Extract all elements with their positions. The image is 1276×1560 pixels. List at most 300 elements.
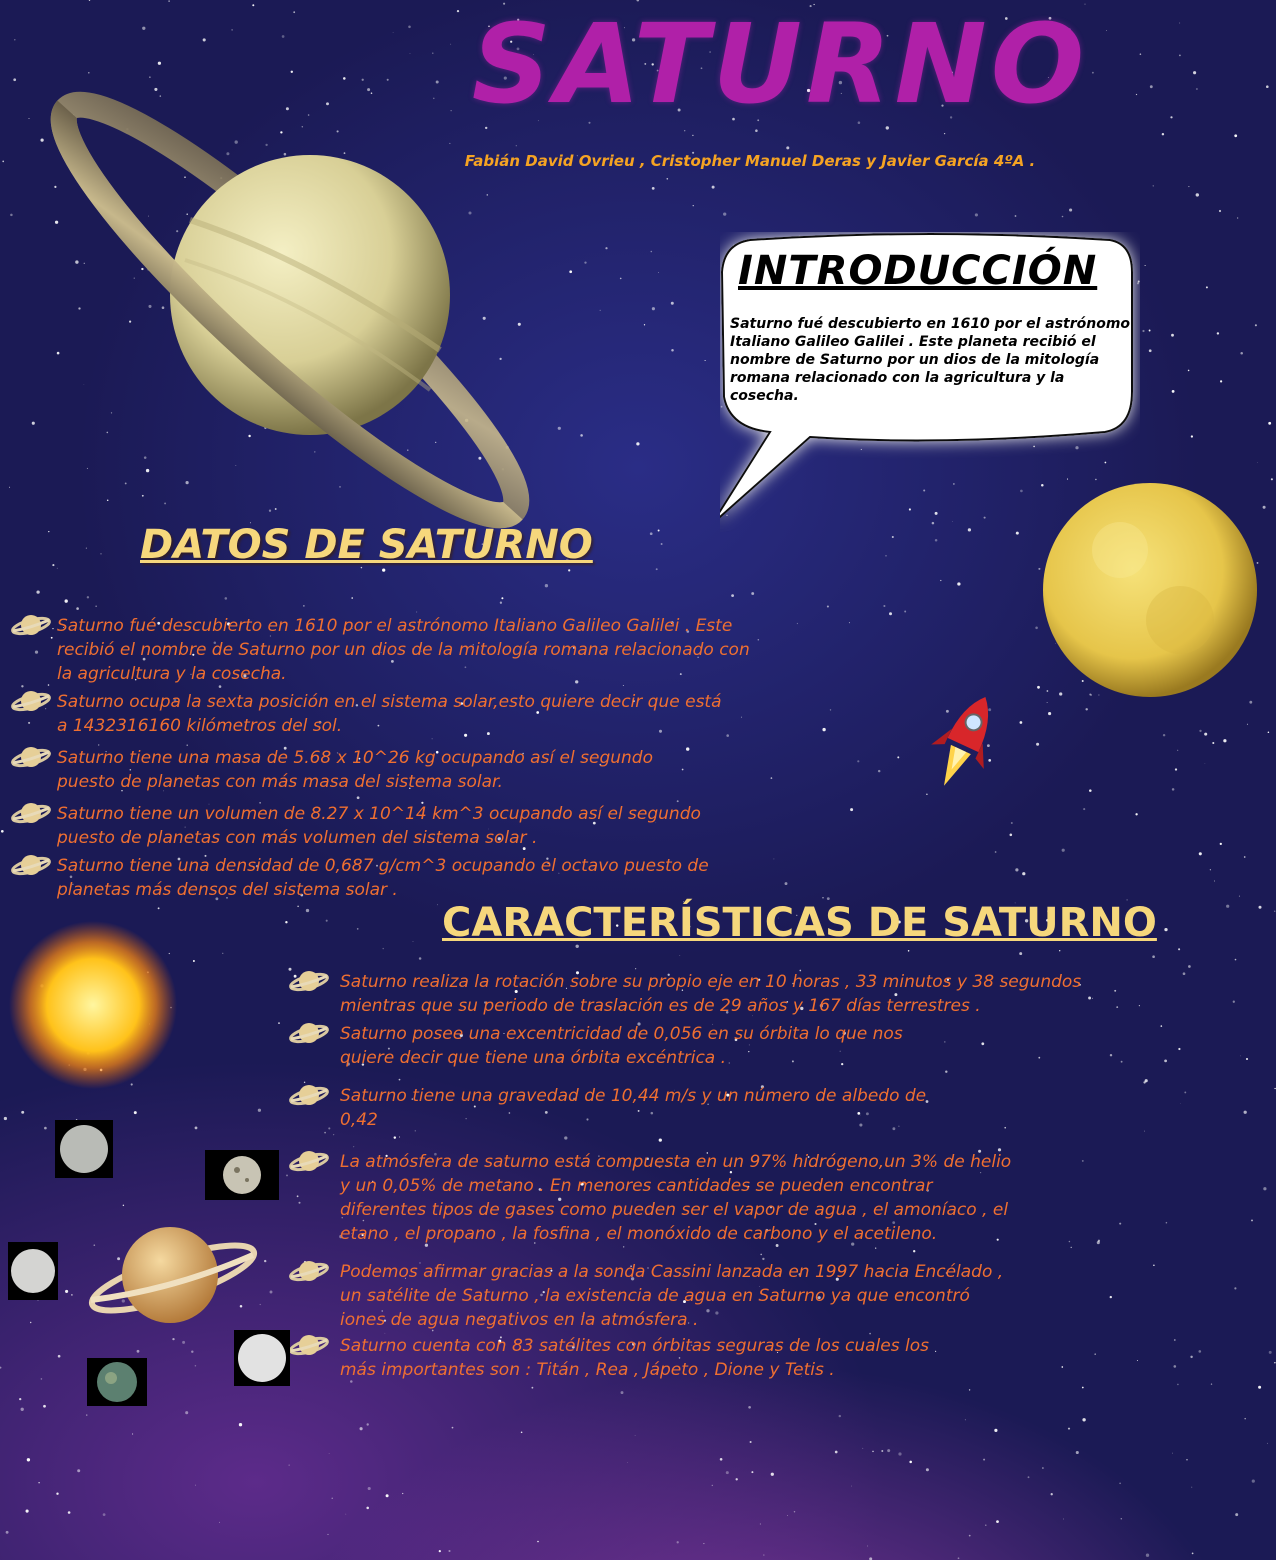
star <box>58 1355 61 1358</box>
star <box>195 1365 197 1367</box>
star <box>771 777 773 779</box>
bullet-line: a 1432316160 kilómetros del sol. <box>57 716 343 736</box>
star <box>1204 733 1207 736</box>
star <box>182 1341 185 1344</box>
star <box>1164 928 1167 931</box>
star <box>366 1507 369 1510</box>
star <box>1240 352 1243 355</box>
star <box>19 1398 21 1400</box>
star <box>1062 216 1064 218</box>
star <box>652 307 655 310</box>
bullet-line: y un 0,05% de metano . En menores cantidades se pueden encontrar <box>340 1176 933 1196</box>
star <box>1015 868 1018 871</box>
star <box>537 1541 539 1543</box>
star <box>231 29 232 30</box>
star <box>908 950 910 952</box>
star <box>4 1117 7 1120</box>
star <box>1268 731 1270 733</box>
star <box>723 212 726 215</box>
star <box>297 906 298 907</box>
star <box>1199 730 1201 732</box>
star <box>659 1138 662 1141</box>
star <box>386 1494 389 1497</box>
bullet-line: un satélite de Saturno , la existencia de agua en Saturno ya que encontró <box>340 1286 970 1306</box>
star <box>658 272 659 273</box>
intro-line: nombre de Saturno por un dios de la mitología <box>730 352 1100 368</box>
star <box>1150 85 1153 88</box>
star <box>1082 1418 1085 1421</box>
bullet-line: Saturno cuenta con 83 satélites con órbitas seguras de los cuales los <box>340 1336 929 1356</box>
star <box>1142 330 1144 332</box>
star <box>326 920 328 922</box>
star <box>975 213 978 216</box>
star <box>222 953 223 954</box>
star <box>857 760 859 762</box>
star <box>333 1134 334 1135</box>
star <box>1028 1476 1030 1478</box>
star <box>671 349 674 352</box>
star <box>103 1513 106 1516</box>
star <box>1188 965 1191 968</box>
bullet-line: más importantes son : Titán , Rea , Jápeto , Dione y Tetis . <box>340 1360 835 1380</box>
star <box>1 830 4 833</box>
star <box>935 539 938 542</box>
star <box>1206 286 1208 288</box>
star <box>1274 910 1276 912</box>
star <box>885 555 887 557</box>
star <box>1234 134 1237 137</box>
star <box>239 1423 242 1426</box>
intro-text <box>730 315 1135 405</box>
bullet-line: Saturno tiene una gravedad de 10,44 m/s y un número de albedo de <box>340 1086 927 1106</box>
star <box>1076 1451 1079 1454</box>
star <box>1193 71 1196 74</box>
star <box>387 79 389 81</box>
star <box>195 1485 196 1486</box>
saturn-bullet-icon <box>10 798 52 832</box>
star <box>1069 208 1072 211</box>
star <box>1190 1356 1192 1358</box>
star <box>1223 739 1226 742</box>
star <box>1051 1493 1053 1495</box>
bullet-line: planetas más densos del sistema solar . <box>57 880 398 900</box>
saturn-bullet-icon <box>288 1330 330 1364</box>
star <box>1219 210 1221 212</box>
star <box>1247 724 1248 725</box>
star <box>564 1136 567 1139</box>
star <box>1210 869 1211 870</box>
star <box>1211 1383 1212 1384</box>
star <box>892 536 894 538</box>
bullet-line: Saturno tiene una masa de 5.68 x 10^26 kg ocupando así el segundo <box>57 748 653 768</box>
star <box>731 594 734 597</box>
star <box>940 580 941 581</box>
star <box>1175 768 1177 770</box>
star <box>661 543 663 545</box>
star <box>1114 990 1116 992</box>
star <box>134 1111 137 1114</box>
star <box>771 1473 774 1476</box>
star <box>306 909 309 912</box>
star <box>887 1449 890 1452</box>
star <box>71 1294 73 1296</box>
star <box>945 1070 947 1072</box>
bullet-item <box>340 1022 903 1070</box>
star <box>1166 1222 1168 1224</box>
bullet-line: mientras que su periodo de traslación es de 29 años y 167 días terrestres . <box>340 996 981 1016</box>
star <box>822 897 823 898</box>
star <box>132 1433 133 1434</box>
saturn-bullet-icon <box>10 610 52 644</box>
star <box>1121 1061 1123 1063</box>
star <box>65 1290 68 1293</box>
star <box>1116 1006 1118 1008</box>
star <box>712 1485 713 1486</box>
star <box>1119 1223 1121 1225</box>
intro-line: romana relacionado con la agricultura y la cosecha. <box>730 370 1065 404</box>
moon-image <box>55 1120 113 1178</box>
star <box>362 79 364 81</box>
sun-image <box>8 920 178 1090</box>
bullet-line: Podemos afirmar gracias a la sonda Cassini lanzada en 1997 hacia Encélado , <box>340 1262 1004 1282</box>
star <box>1022 872 1025 875</box>
star <box>983 1459 985 1461</box>
star <box>1153 1264 1155 1266</box>
star <box>57 568 58 569</box>
bullet-line: Saturno posee una excentricidad de 0,056 en su órbita lo que nos <box>340 1024 903 1044</box>
star <box>6 1531 9 1534</box>
star <box>580 434 583 437</box>
star <box>10 214 13 217</box>
star <box>258 1109 261 1112</box>
star <box>1240 1056 1241 1057</box>
bullet-line: puesto de planetas con más volumen del sistema solar . <box>57 828 538 848</box>
star <box>1164 1060 1167 1063</box>
star <box>1083 808 1085 810</box>
datos-heading: DATOS DE SATURNO <box>140 522 593 568</box>
star <box>278 1022 280 1024</box>
star <box>1179 23 1180 24</box>
star <box>14 39 15 40</box>
star <box>1088 997 1091 1000</box>
star <box>1196 193 1199 196</box>
star <box>875 1248 876 1249</box>
star <box>957 582 960 585</box>
star <box>1171 334 1174 337</box>
star <box>44 1127 47 1130</box>
star <box>1252 1480 1255 1483</box>
bullet-item <box>340 1150 1011 1246</box>
star <box>851 1486 852 1487</box>
star <box>41 1378 43 1380</box>
star <box>644 324 645 325</box>
star <box>889 612 892 615</box>
star <box>898 1452 901 1455</box>
star <box>1237 217 1238 218</box>
star <box>410 53 411 54</box>
star <box>1173 1365 1176 1368</box>
star <box>1092 998 1093 999</box>
star <box>1071 1247 1072 1248</box>
star <box>666 178 668 180</box>
star <box>137 1350 140 1353</box>
star <box>225 597 228 600</box>
star <box>773 858 774 859</box>
star <box>909 1461 912 1464</box>
star <box>994 1429 997 1432</box>
star <box>965 1419 966 1420</box>
star <box>760 1523 761 1524</box>
star <box>297 1195 299 1197</box>
star <box>457 10 459 12</box>
bullet-item <box>57 802 701 850</box>
star <box>658 530 660 532</box>
star <box>830 709 831 710</box>
star <box>620 278 622 280</box>
star <box>969 1389 970 1390</box>
star <box>383 948 384 949</box>
star <box>357 796 360 799</box>
star <box>65 599 68 602</box>
bullet-line: recibió el nombre de Saturno por un dios de la mitología romana relacionado con <box>57 640 750 660</box>
star <box>26 1510 29 1513</box>
star <box>1163 734 1165 736</box>
star <box>1092 72 1094 74</box>
star <box>185 1411 188 1414</box>
star <box>703 1543 704 1544</box>
moon-image <box>8 1242 58 1300</box>
star <box>1015 215 1017 217</box>
star <box>1145 265 1146 266</box>
star <box>1177 1384 1179 1386</box>
star <box>1198 1350 1201 1353</box>
star <box>402 1493 403 1494</box>
star <box>1274 1362 1275 1363</box>
star <box>1162 133 1164 135</box>
star <box>353 1146 354 1147</box>
star <box>995 851 997 853</box>
star <box>351 597 353 599</box>
star <box>1246 1058 1248 1060</box>
star <box>627 1462 628 1463</box>
star <box>944 133 945 134</box>
bullet-line: iones de agua negativos en la atmósfera . <box>340 1310 699 1330</box>
star <box>1020 721 1023 724</box>
bullet-line: Saturno tiene un volumen de 8.27 x 10^14 km^3 ocupando así el segundo <box>57 804 701 824</box>
star <box>1172 1453 1173 1454</box>
star <box>1192 1553 1194 1555</box>
moon-image <box>234 1330 290 1386</box>
star <box>56 1492 58 1494</box>
star <box>1152 955 1155 958</box>
star <box>419 957 422 960</box>
star <box>726 1471 729 1474</box>
star <box>1174 1339 1176 1341</box>
star <box>751 1471 753 1473</box>
star <box>89 0 90 1</box>
star <box>1082 1160 1084 1162</box>
bullet-item <box>340 1084 926 1132</box>
star <box>303 605 304 606</box>
star <box>1220 380 1222 382</box>
star <box>785 882 788 885</box>
star <box>872 1451 874 1453</box>
star <box>1266 85 1269 88</box>
star <box>1214 881 1215 882</box>
star <box>382 568 385 571</box>
star <box>501 597 503 599</box>
star <box>0 1367 1 1369</box>
star <box>1068 1428 1070 1430</box>
star <box>252 4 254 6</box>
star <box>1119 1482 1121 1484</box>
star <box>21 1408 24 1411</box>
star <box>1186 1459 1187 1460</box>
star <box>1149 330 1151 332</box>
star <box>748 1406 751 1409</box>
star <box>1263 1187 1266 1190</box>
star <box>881 1450 883 1452</box>
star <box>36 590 39 593</box>
star <box>1139 1005 1140 1006</box>
star <box>328 1127 330 1129</box>
star <box>1094 1353 1096 1355</box>
star <box>755 129 758 132</box>
star <box>1212 742 1214 744</box>
star <box>48 531 49 532</box>
star <box>1180 1103 1181 1104</box>
star <box>1183 972 1186 975</box>
saturn-bullet-icon <box>288 1256 330 1290</box>
star <box>289 1465 290 1466</box>
star <box>43 1405 46 1408</box>
intro-heading: INTRODUCCIÓN <box>738 248 1098 294</box>
star <box>677 1541 679 1543</box>
star <box>1143 1081 1145 1083</box>
star <box>298 1202 300 1204</box>
star <box>1063 1519 1064 1520</box>
bullet-item <box>340 1334 929 1382</box>
star <box>203 38 206 41</box>
authors-line: Fabián David Ovrieu , Cristopher Manuel Deras y Javier García 4ºA . <box>464 152 1036 170</box>
star <box>760 1254 762 1256</box>
star <box>904 611 906 613</box>
star <box>172 1338 174 1340</box>
intro-line: Italiano Galileo Galilei . Este planeta recibió el <box>730 334 1096 350</box>
star <box>1267 1443 1268 1444</box>
star <box>1153 185 1154 186</box>
star <box>944 1041 946 1043</box>
rocket-image <box>918 690 1008 800</box>
star <box>1199 852 1202 855</box>
star <box>168 0 169 1</box>
star <box>835 1451 838 1454</box>
star <box>345 1514 346 1515</box>
star <box>1061 1366 1063 1368</box>
star <box>343 77 346 80</box>
star <box>758 639 760 641</box>
star <box>1089 789 1092 792</box>
star <box>28 722 30 724</box>
moon-image <box>87 1358 147 1406</box>
star <box>1161 1025 1163 1027</box>
star <box>1042 1467 1044 1469</box>
star <box>839 1415 841 1417</box>
star <box>1205 763 1206 764</box>
star <box>1004 1127 1006 1129</box>
saturn-bullet-icon <box>10 850 52 884</box>
star <box>1011 822 1013 824</box>
star <box>291 71 293 73</box>
star <box>86 548 87 549</box>
star <box>1016 532 1019 535</box>
star <box>600 310 601 311</box>
star <box>985 1525 986 1526</box>
star <box>100 553 102 555</box>
star <box>357 928 359 930</box>
star <box>432 738 433 739</box>
star <box>399 1137 400 1138</box>
star <box>1170 116 1172 118</box>
star <box>1140 53 1142 55</box>
star <box>671 302 674 305</box>
star <box>1059 950 1060 951</box>
star <box>636 442 639 445</box>
star <box>1188 370 1190 372</box>
star <box>1135 813 1137 815</box>
star <box>195 1127 198 1130</box>
star <box>1146 1554 1149 1557</box>
star <box>96 606 97 607</box>
star <box>705 360 706 361</box>
star <box>1220 843 1222 845</box>
star <box>68 1511 71 1514</box>
star <box>827 605 829 607</box>
star <box>682 769 684 771</box>
star <box>568 569 570 571</box>
star <box>293 11 295 13</box>
star <box>521 1432 523 1434</box>
star <box>1106 30 1107 31</box>
star <box>1268 422 1271 425</box>
star <box>360 1427 363 1430</box>
star <box>399 1079 401 1081</box>
bullet-line: Saturno ocupa la sexta posición en el sistema solar,esto quiere decir que está <box>57 692 722 712</box>
titan-planet-image <box>1030 470 1270 710</box>
moon-image <box>205 1150 279 1200</box>
star <box>822 728 825 731</box>
star <box>452 1427 454 1429</box>
star <box>726 734 729 737</box>
star <box>794 1511 795 1512</box>
star <box>191 1350 193 1352</box>
star <box>158 62 161 65</box>
star <box>1036 743 1039 746</box>
star <box>1217 332 1219 334</box>
star <box>996 1520 999 1523</box>
star <box>897 756 899 758</box>
star <box>684 130 685 131</box>
star <box>958 1557 960 1559</box>
star <box>408 26 411 29</box>
star <box>1010 834 1013 837</box>
saturn-bullet-icon <box>288 1080 330 1114</box>
star <box>367 1423 369 1425</box>
star <box>751 592 754 595</box>
star <box>850 808 853 811</box>
star <box>1235 1513 1238 1516</box>
star <box>368 1487 371 1490</box>
